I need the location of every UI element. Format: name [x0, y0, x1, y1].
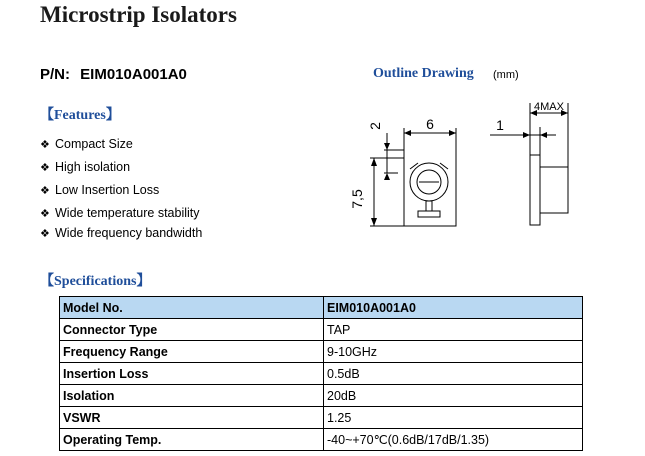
feature-text: Wide frequency bandwidth — [55, 226, 203, 240]
max-dim-label: 4MAX — [534, 101, 564, 113]
spec-key: Isolation — [60, 385, 324, 407]
table-row — [60, 341, 583, 363]
features-bracket-right: 】 — [105, 108, 120, 123]
part-number-label: P/N: — [40, 66, 70, 83]
spec-key: Model No. — [60, 297, 324, 319]
feature-text: High isolation — [55, 160, 131, 174]
list-item — [40, 179, 202, 202]
table-row — [60, 429, 583, 451]
spec-key: Frequency Range — [60, 341, 324, 363]
outline-drawing-title: Outline Drawing — [373, 66, 474, 81]
spec-value: -40~+70℃(0.6dB/17dB/1.35) — [324, 429, 583, 451]
height-dim-label: 7,5 — [349, 189, 365, 209]
list-item — [40, 225, 202, 242]
diamond-bullet-icon: ❖ — [40, 139, 50, 151]
outline-drawing-unit: (mm) — [493, 69, 519, 81]
table-row — [60, 407, 583, 429]
spec-value: EIM010A001A0 — [324, 297, 583, 319]
features-heading — [40, 104, 120, 124]
diamond-bullet-icon: ❖ — [40, 208, 50, 220]
table-row — [60, 363, 583, 385]
part-number-value: EIM010A001A0 — [80, 66, 187, 83]
feature-text: Wide temperature stability — [55, 206, 200, 220]
features-heading-text: Features — [54, 108, 106, 123]
spec-value: 0.5dB — [324, 363, 583, 385]
specifications-heading — [40, 270, 150, 290]
outline-drawing — [340, 95, 580, 235]
spec-bracket-left: 【 — [40, 274, 54, 289]
spec-value: TAP — [324, 319, 583, 341]
spec-value: 1.25 — [324, 407, 583, 429]
spec-key: Insertion Loss — [60, 363, 324, 385]
gap-dim-label: 2 — [367, 122, 383, 130]
diamond-bullet-icon: ❖ — [40, 185, 50, 197]
specifications-table — [59, 296, 583, 451]
spec-bracket-right: 】 — [136, 274, 151, 289]
tap-pad-rect — [418, 211, 440, 217]
spec-heading-text: Specifications — [54, 274, 137, 289]
table-row — [60, 319, 583, 341]
diamond-bullet-icon: ❖ — [40, 162, 50, 174]
diamond-bullet-icon: ❖ — [40, 228, 50, 240]
thickness-dim-label: 1 — [496, 117, 504, 133]
features-list — [40, 133, 202, 242]
part-number — [40, 66, 187, 83]
page-title: Microstrip Isolators — [40, 2, 237, 27]
stem-rect — [426, 201, 432, 211]
spec-key: Connector Type — [60, 319, 324, 341]
spec-key: Operating Temp. — [60, 429, 324, 451]
spec-value: 9-10GHz — [324, 341, 583, 363]
side-view-body — [540, 167, 568, 213]
feature-text: Compact Size — [55, 137, 133, 151]
table-row — [60, 385, 583, 407]
list-item — [40, 156, 202, 179]
spec-value: 20dB — [324, 385, 583, 407]
list-item — [40, 133, 202, 156]
features-bracket-left: 【 — [40, 108, 54, 123]
spec-key: VSWR — [60, 407, 324, 429]
feature-text: Low Insertion Loss — [55, 183, 160, 197]
list-item — [40, 202, 202, 225]
table-row — [60, 297, 583, 319]
side-view-base — [530, 155, 540, 225]
width-dim-label: 6 — [426, 116, 434, 132]
